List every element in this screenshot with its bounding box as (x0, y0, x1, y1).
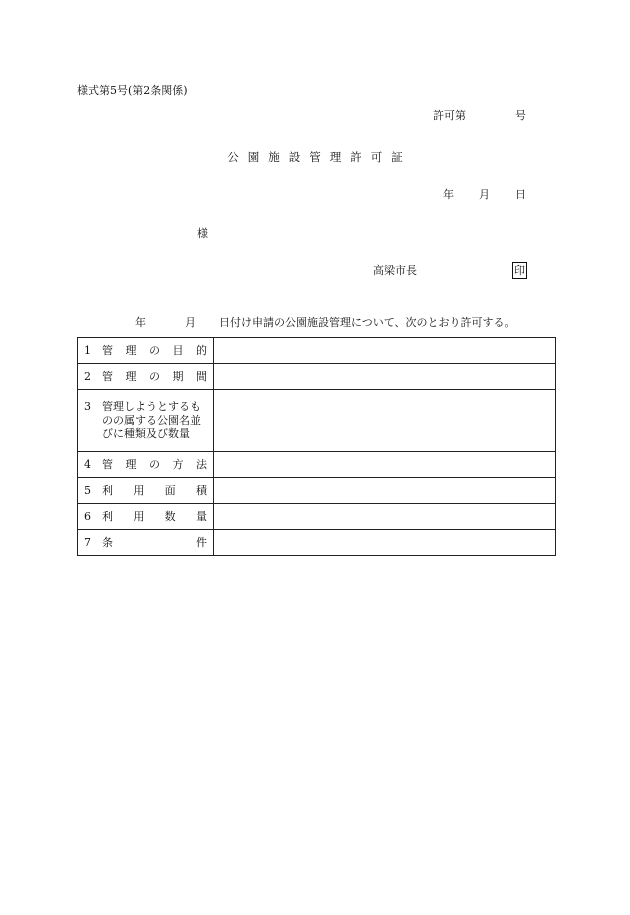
row-label (84, 344, 213, 357)
row-label (84, 458, 213, 471)
table-row (78, 338, 556, 364)
row-value-cell[interactable] (214, 504, 556, 530)
row-number: 6 (84, 510, 91, 523)
table-row (78, 504, 556, 530)
row-value-cell[interactable] (214, 478, 556, 504)
permit-statement (135, 316, 516, 330)
table-row (78, 390, 556, 452)
statement-text: 日付け申請の公園施設管理について、次のとおり許可する。 (219, 316, 516, 329)
row-label-text: 管理しようとするものの属する公園名並びに種類及び数量 (102, 400, 201, 441)
row-value-cell[interactable] (214, 530, 556, 556)
date-year-label: 年 (443, 188, 454, 201)
row-label-text: 管 理 の 方 法 (102, 458, 207, 471)
form-reference: 様式第5号(第2条関係) (77, 84, 188, 97)
seal-mark: 印 (514, 264, 525, 277)
permit-number-suffix: 号 (515, 109, 526, 122)
row-label (84, 484, 213, 497)
row-number: 7 (84, 536, 91, 549)
permit-number-prefix: 許可第 (433, 109, 466, 122)
row-label (84, 370, 213, 383)
row-label-text: 利 用 数 量 (102, 510, 207, 523)
row-number: 3 (84, 400, 91, 414)
date-day-label: 日 (515, 188, 526, 201)
issuer-name: 高梁市長 (373, 264, 417, 277)
table-row (78, 478, 556, 504)
row-value-cell[interactable] (214, 364, 556, 390)
row-label-text: 利 用 面 積 (102, 484, 207, 497)
row-label-cell (78, 452, 214, 478)
document-title: 公園施設管理許可証 (227, 150, 412, 164)
row-number: 2 (84, 370, 91, 383)
row-value-cell[interactable] (214, 452, 556, 478)
row-number: 1 (84, 344, 91, 357)
row-label (84, 400, 213, 441)
addressee-honorific: 様 (197, 227, 208, 240)
row-label (84, 536, 213, 549)
row-number: 4 (84, 458, 91, 471)
table-row (78, 452, 556, 478)
row-label-cell (78, 390, 214, 452)
date-month-label: 月 (479, 188, 490, 201)
row-label-cell (78, 478, 214, 504)
row-label-cell (78, 338, 214, 364)
row-value-cell[interactable] (214, 338, 556, 364)
row-number: 5 (84, 484, 91, 497)
table-row (78, 530, 556, 556)
row-label-text: 管 理 の 目 的 (102, 344, 207, 357)
statement-year-label: 年 (135, 316, 146, 329)
statement-month-label: 月 (185, 316, 196, 329)
row-value-cell[interactable] (214, 390, 556, 452)
row-label-text: 条 件 (102, 536, 207, 549)
row-label-text: 管 理 の 期 間 (102, 370, 207, 383)
row-label-cell (78, 364, 214, 390)
row-label (84, 510, 213, 523)
table-row (78, 364, 556, 390)
row-label-cell (78, 504, 214, 530)
row-label-cell (78, 530, 214, 556)
permit-details-table (77, 337, 556, 556)
